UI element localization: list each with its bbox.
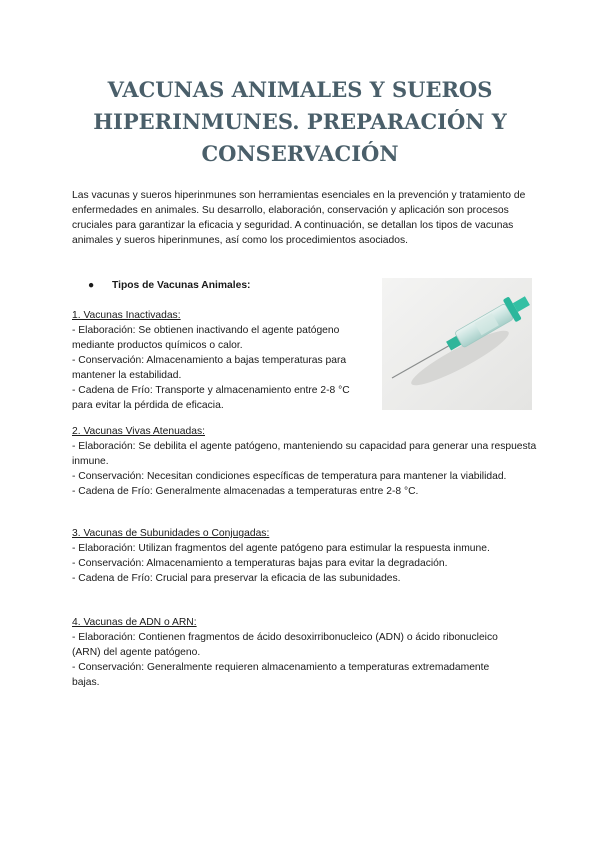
section-line: - Elaboración: Contienen fragmentos de ácido desoxirribonucleico (ADN) o ácido ribonucleico (ARN) del agente patógeno. <box>72 632 498 658</box>
section-heading: 3. Vacunas de Subunidades o Conjugadas: <box>72 528 270 539</box>
section-heading: 1. Vacunas Inactivadas: <box>72 310 181 321</box>
bullet-marker: ● <box>88 280 95 291</box>
section-2 <box>72 424 537 499</box>
section-heading: 2. Vacunas Vivas Atenuadas: <box>72 426 205 437</box>
page-title: VACUNAS ANIMALES Y SUEROS HIPERINMUNES. PREPARACIÓN Y CONSERVACIÓN <box>93 77 507 166</box>
section-line: - Conservación: Necesitan condiciones específicas de temperatura para mantener la viabilidad. <box>72 471 507 482</box>
section-line: - Cadena de Frío: Crucial para preservar la eficacia de las subunidades. <box>72 573 401 584</box>
syringe-photo <box>382 278 532 410</box>
section-1 <box>72 308 372 413</box>
syringe-icon <box>382 278 532 410</box>
section-line: - Cadena de Frío: Transporte y almacenamiento entre 2-8 °C para evitar la pérdida de eficacia. <box>72 385 350 411</box>
section-line: - Conservación: Almacenamiento a bajas temperaturas para mantener la estabilidad. <box>72 355 347 381</box>
section-3 <box>72 526 532 586</box>
intro-paragraph: Las vacunas y sueros hiperinmunes son herramientas esenciales en la prevención y tratamiento de enfermedades en animales. Su desarrollo, elaboración, conservación y aplicación son procesos cruciales para garantizar la eficacia y seguridad. A continuación, se detallan los tipos de vacunas animales y sueros hiperinmunes, así como los procedimientos asociados. <box>72 190 526 246</box>
section-line: - Conservación: Almacenamiento a temperaturas bajas para evitar la degradación. <box>72 558 448 569</box>
bullet-heading: Tipos de Vacunas Animales: <box>112 280 251 291</box>
section-line: - Cadena de Frío: Generalmente almacenadas a temperaturas entre 2-8 °C. <box>72 486 419 497</box>
section-line: - Elaboración: Se obtienen inactivando el agente patógeno mediante productos químicos o calor. <box>72 325 340 351</box>
section-4 <box>72 615 502 690</box>
section-line: - Conservación: Generalmente requieren almacenamiento a temperaturas extremadamente bajas. <box>72 662 490 688</box>
bullet-heading-row <box>88 278 251 293</box>
section-line: - Elaboración: Se debilita el agente patógeno, manteniendo su capacidad para generar una respuesta inmune. <box>72 441 537 467</box>
section-heading: 4. Vacunas de ADN o ARN: <box>72 617 197 628</box>
section-line: - Elaboración: Utilizan fragmentos del agente patógeno para estimular la respuesta inmune. <box>72 543 490 554</box>
